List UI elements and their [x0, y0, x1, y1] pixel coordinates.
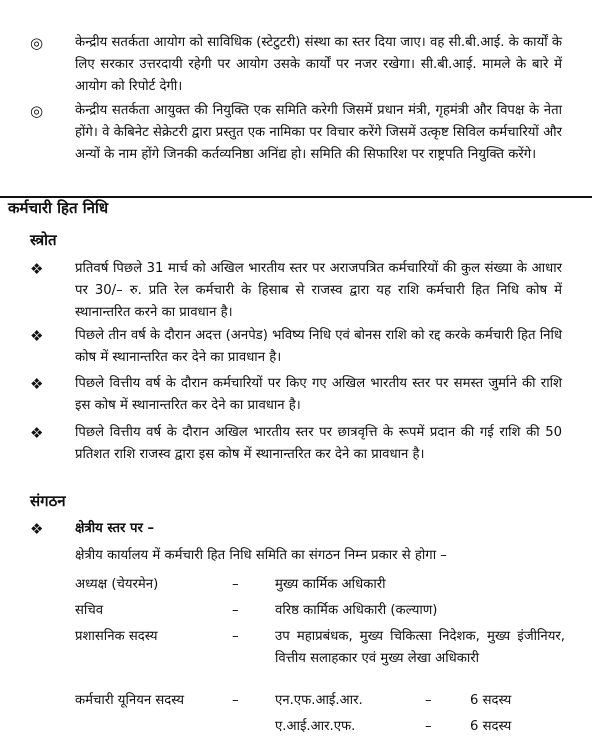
org-member: मुख्य कार्मिक अधिकारी	[275, 577, 386, 592]
intro-item	[30, 100, 562, 166]
zonal-intro: क्षेत्रीय कार्यालय में कर्मचारी हित निधि समिति का संगठन निम्न प्रकार से होगा –	[75, 548, 447, 563]
zonal-level	[30, 518, 562, 540]
circle-bullet-icon: ◎	[30, 34, 44, 52]
union-dash: –	[232, 693, 239, 708]
zonal-label: क्षेत्रीय स्तर पर –	[75, 521, 155, 536]
source-item-text: पिछले तीन वर्ष के दौरान अदत्त (अनपेड) भविष्य निधि एवं बोनस राशि को रद्द करके कर्मचारी हित निधि कोष में स्थानान्तरित कर देने का प्रावधान है।	[75, 328, 562, 365]
source-item	[30, 373, 562, 417]
source-item-text: पिछले वित्तीय वर्ष के दौरान अखिल भारतीय स्तर पर छात्रवृत्ति के रूपमें प्रदान की गई राशि की 50 प्रतिशत राशि राजस्व द्वारा इस कोष में स्थानान्तरित कर देने का प्रावधान है।	[75, 425, 562, 462]
organization-heading: संगठन	[30, 492, 66, 510]
source-item	[30, 422, 562, 466]
source-item-text: प्रतिवर्ष पिछले 31 मार्च को अखिल भारतीय स्तर पर अराजपत्रित कर्मचारियों की कुल संख्या के आधार पर 30/– रु. प्रति रेल कर्मचारी के हिसाब से राजस्व द्वारा यह राशि कर्मचारी हित निधि कोष में स्थानान्तरित करने का प्रावधान है।	[75, 261, 562, 320]
diamond-bullet-icon: ❖	[30, 424, 44, 442]
union-count: 6 सदस्य	[470, 719, 512, 734]
org-dash: –	[232, 577, 239, 592]
union-name: एन.एफ.आई.आर.	[275, 693, 363, 708]
union-role: कर्मचारी यूनियन सदस्य	[75, 693, 185, 708]
intro-item	[30, 32, 562, 98]
intro-item-text: केन्द्रीय सतर्कता आयोग को साविधिक (स्टेटुटरी) संस्था का स्तर दिया जाए। वह सी.बी.आई. के कार्यों के लिए सरकार उत्तरदायी रहेगी पर आयोग उसके कार्यों पर नजर रखेगा। सी.बी.आई. मामले के बारे में आयोग को रिपोर्ट देगी।	[75, 35, 562, 94]
circle-bullet-icon: ◎	[30, 102, 44, 120]
source-item	[30, 258, 562, 324]
org-member: वरिष्ठ कार्मिक अधिकारी (कल्याण)	[275, 603, 438, 618]
source-item-text: पिछले वित्तीय वर्ष के दौरान कर्मचारियों पर किए गए अखिल भारतीय स्तर पर समस्त जुर्माने की राशि इस कोष में स्थानान्तरित कर देने का प्रावधान है।	[75, 376, 562, 413]
intro-item-text: केन्द्रीय सतर्कता आयुक्त की नियुक्ति एक समिति करेगी जिसमें प्रधान मंत्री, गृहमंत्री और विपक्ष के नेता होंगे। वे केबिनेट सेक्रेटरी द्वारा प्रस्तुत एक नामिका पर विचार करेंगे जिसमें उत्कृष्ट सिविल कर्मचारियों और अन्यों के नाम होंगे जिनकी कर्तव्यनिष्ठा अनिंद्य हो। समिति की सिफारिश पर राष्ट्रपति नियुक्ति करेंगे।	[75, 103, 562, 162]
union-count: 6 सदस्य	[470, 693, 512, 708]
org-member: उप महाप्रबंधक, मुख्य चिकित्सा निदेशक, मुख्य इंजीनियर, वित्तीय सलाहकार एवं मुख्य लेखा अधिकारी	[275, 629, 565, 666]
org-dash: –	[232, 629, 239, 644]
section-title: कर्मचारी हित निधि	[8, 199, 109, 217]
org-role: सचिव	[75, 603, 104, 618]
diamond-bullet-icon: ❖	[30, 375, 44, 393]
union-dash: –	[425, 693, 432, 708]
diamond-bullet-icon: ❖	[30, 260, 44, 278]
org-role: प्रशासनिक सदस्य	[75, 629, 158, 644]
org-role: अध्यक्ष (चेयरमेन)	[75, 577, 159, 592]
org-dash: –	[232, 603, 239, 618]
diamond-bullet-icon: ❖	[30, 327, 44, 345]
union-dash: –	[425, 719, 432, 734]
diamond-bullet-icon: ❖	[30, 520, 44, 538]
source-heading: स्त्रोत	[30, 231, 57, 249]
source-item	[30, 325, 562, 369]
union-name: ए.आई.आर.एफ.	[275, 719, 356, 734]
